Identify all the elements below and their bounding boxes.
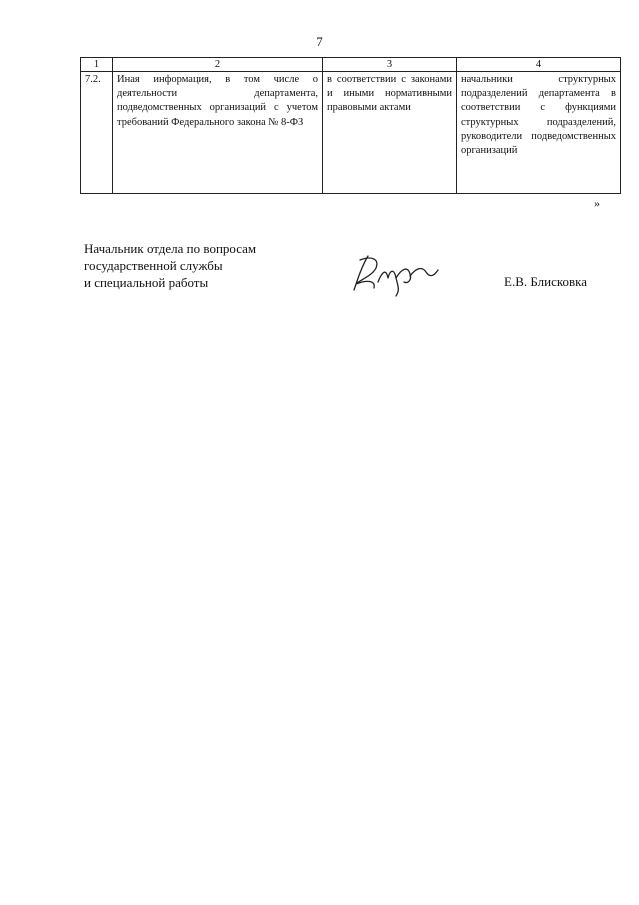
table-header-cell: 4 [457, 58, 621, 72]
page-number: 7 [316, 34, 323, 49]
info-cell: Иная информация, в том числе о деятельности департамента, подведомственных организаций с учетом требований Федерального закона № 8-ФЗ [113, 72, 323, 194]
table-header-cell: 3 [323, 58, 457, 72]
signer-position-line: и специальной работы [84, 275, 209, 290]
table-header-cell: 1 [81, 58, 113, 72]
signer-position-line: Начальник отдела по вопросам [84, 241, 257, 256]
table-header-cell: 2 [113, 58, 323, 72]
closing-quote: » [594, 196, 600, 210]
signer-position [84, 240, 256, 291]
basis-cell: в соответствии с законами и иными нормативными правовыми актами [323, 72, 457, 194]
signer-name: Е.В. Блисковка [504, 274, 588, 289]
handwritten-signature [346, 250, 442, 298]
signer-position-line: государственной службы [84, 258, 223, 273]
data-table [80, 57, 621, 194]
row-number-cell: 7.2. [81, 72, 113, 194]
table-row [81, 72, 621, 194]
responsible-cell: начальники структурных подразделений департамента в соответствии с функциями структурных подразделений, руководители подведомственных организаций [457, 72, 621, 194]
table-header-row [81, 58, 621, 72]
